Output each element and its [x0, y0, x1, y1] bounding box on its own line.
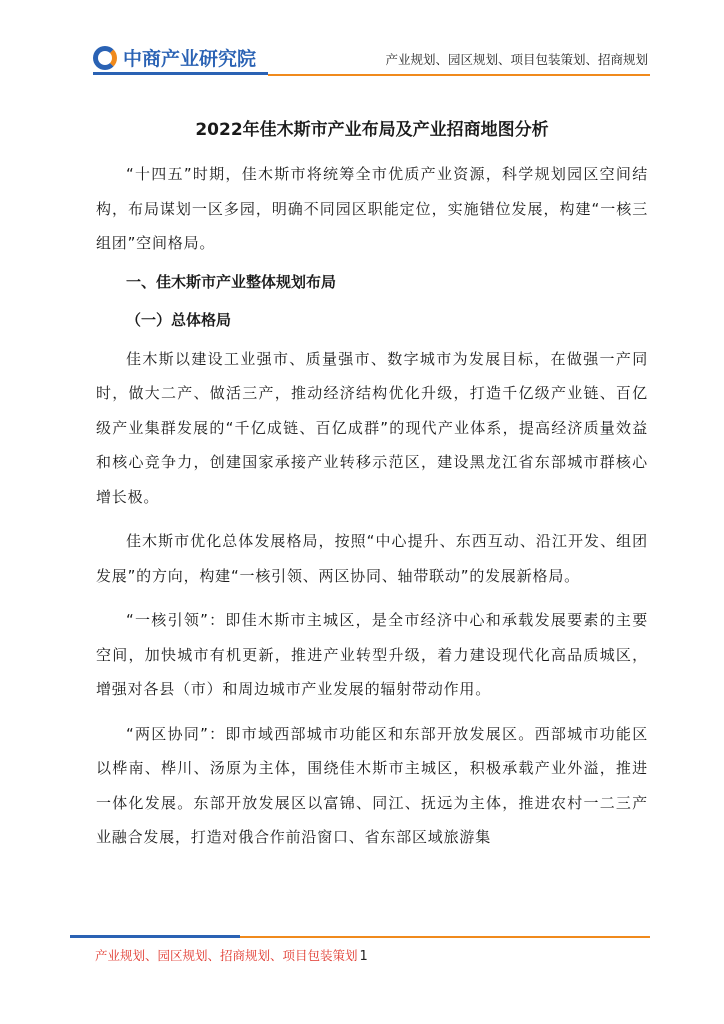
paragraph-1: 佳木斯以建设工业强市、质量强市、数字城市为发展目标，在做强一产同时，做大二产、做活三产，推动经济结构优化升级，打造千亿级产业链、百亿级产业集群发展的“千亿成链、百亿成群”的现代产业体系，提高经济质量效益和核心竞争力，创建国家承接产业转移示范区，建设黑龙江省东部城市群核心增长极。: [96, 349, 648, 506]
header-rule-blue: [93, 72, 268, 75]
document-title: 2022年佳木斯市产业布局及产业招商地图分析: [195, 120, 549, 140]
logo-text: 中商产业研究院: [123, 48, 257, 70]
paragraph-3: “一核引领”：即佳木斯市主城区，是全市经济中心和承载发展要素的主要空间，加快城市有机更新，推进产业转型升级，着力建设现代化高品质城区，增强对各县（市）和周边城市产业发展的辐射带动作用。: [96, 611, 648, 698]
footer-tagline: 产业规划、园区规划、招商规划、项目包装策划: [95, 948, 358, 963]
page-number: 1: [359, 949, 368, 964]
intro-paragraph: “十四五”时期，佳木斯市将统筹全市优质产业资源，科学规划园区空间结构，布局谋划一区多园，明确不同园区职能定位，实施错位发展，构建“一核三组团”空间格局。: [96, 165, 648, 252]
logo-c-icon: [93, 46, 117, 70]
header-tagline: 产业规划、园区规划、项目包装策划、招商规划: [385, 52, 648, 67]
header-rule-orange: [268, 74, 650, 76]
company-logo: [93, 44, 256, 71]
document-body: [96, 117, 648, 855]
subsection-heading: （一）总体格局: [126, 311, 232, 329]
footer-rule-orange: [240, 936, 650, 938]
footer-rule-blue: [70, 935, 240, 938]
page-header: [0, 0, 724, 90]
section-heading: 一、佳木斯市产业整体规划布局: [126, 272, 337, 291]
page-footer: [95, 946, 368, 964]
paragraph-4: “两区协同”：即市域西部城市功能区和东部开放发展区。西部城市功能区以桦南、桦川、汤原为主体，围绕佳木斯市主城区，积极承载产业外溢，推进一体化发展。东部开放发展区以富锦、同江、抚远为主体，推进农村一二三产业融合发展，打造对俄合作前沿窗口、省东部区域旅游集: [96, 724, 648, 846]
paragraph-2: 佳木斯市优化总体发展格局，按照“中心提升、东西互动、沿江开发、组团发展”的方向，构建“一核引领、两区协同、轴带联动”的发展新格局。: [96, 532, 648, 585]
